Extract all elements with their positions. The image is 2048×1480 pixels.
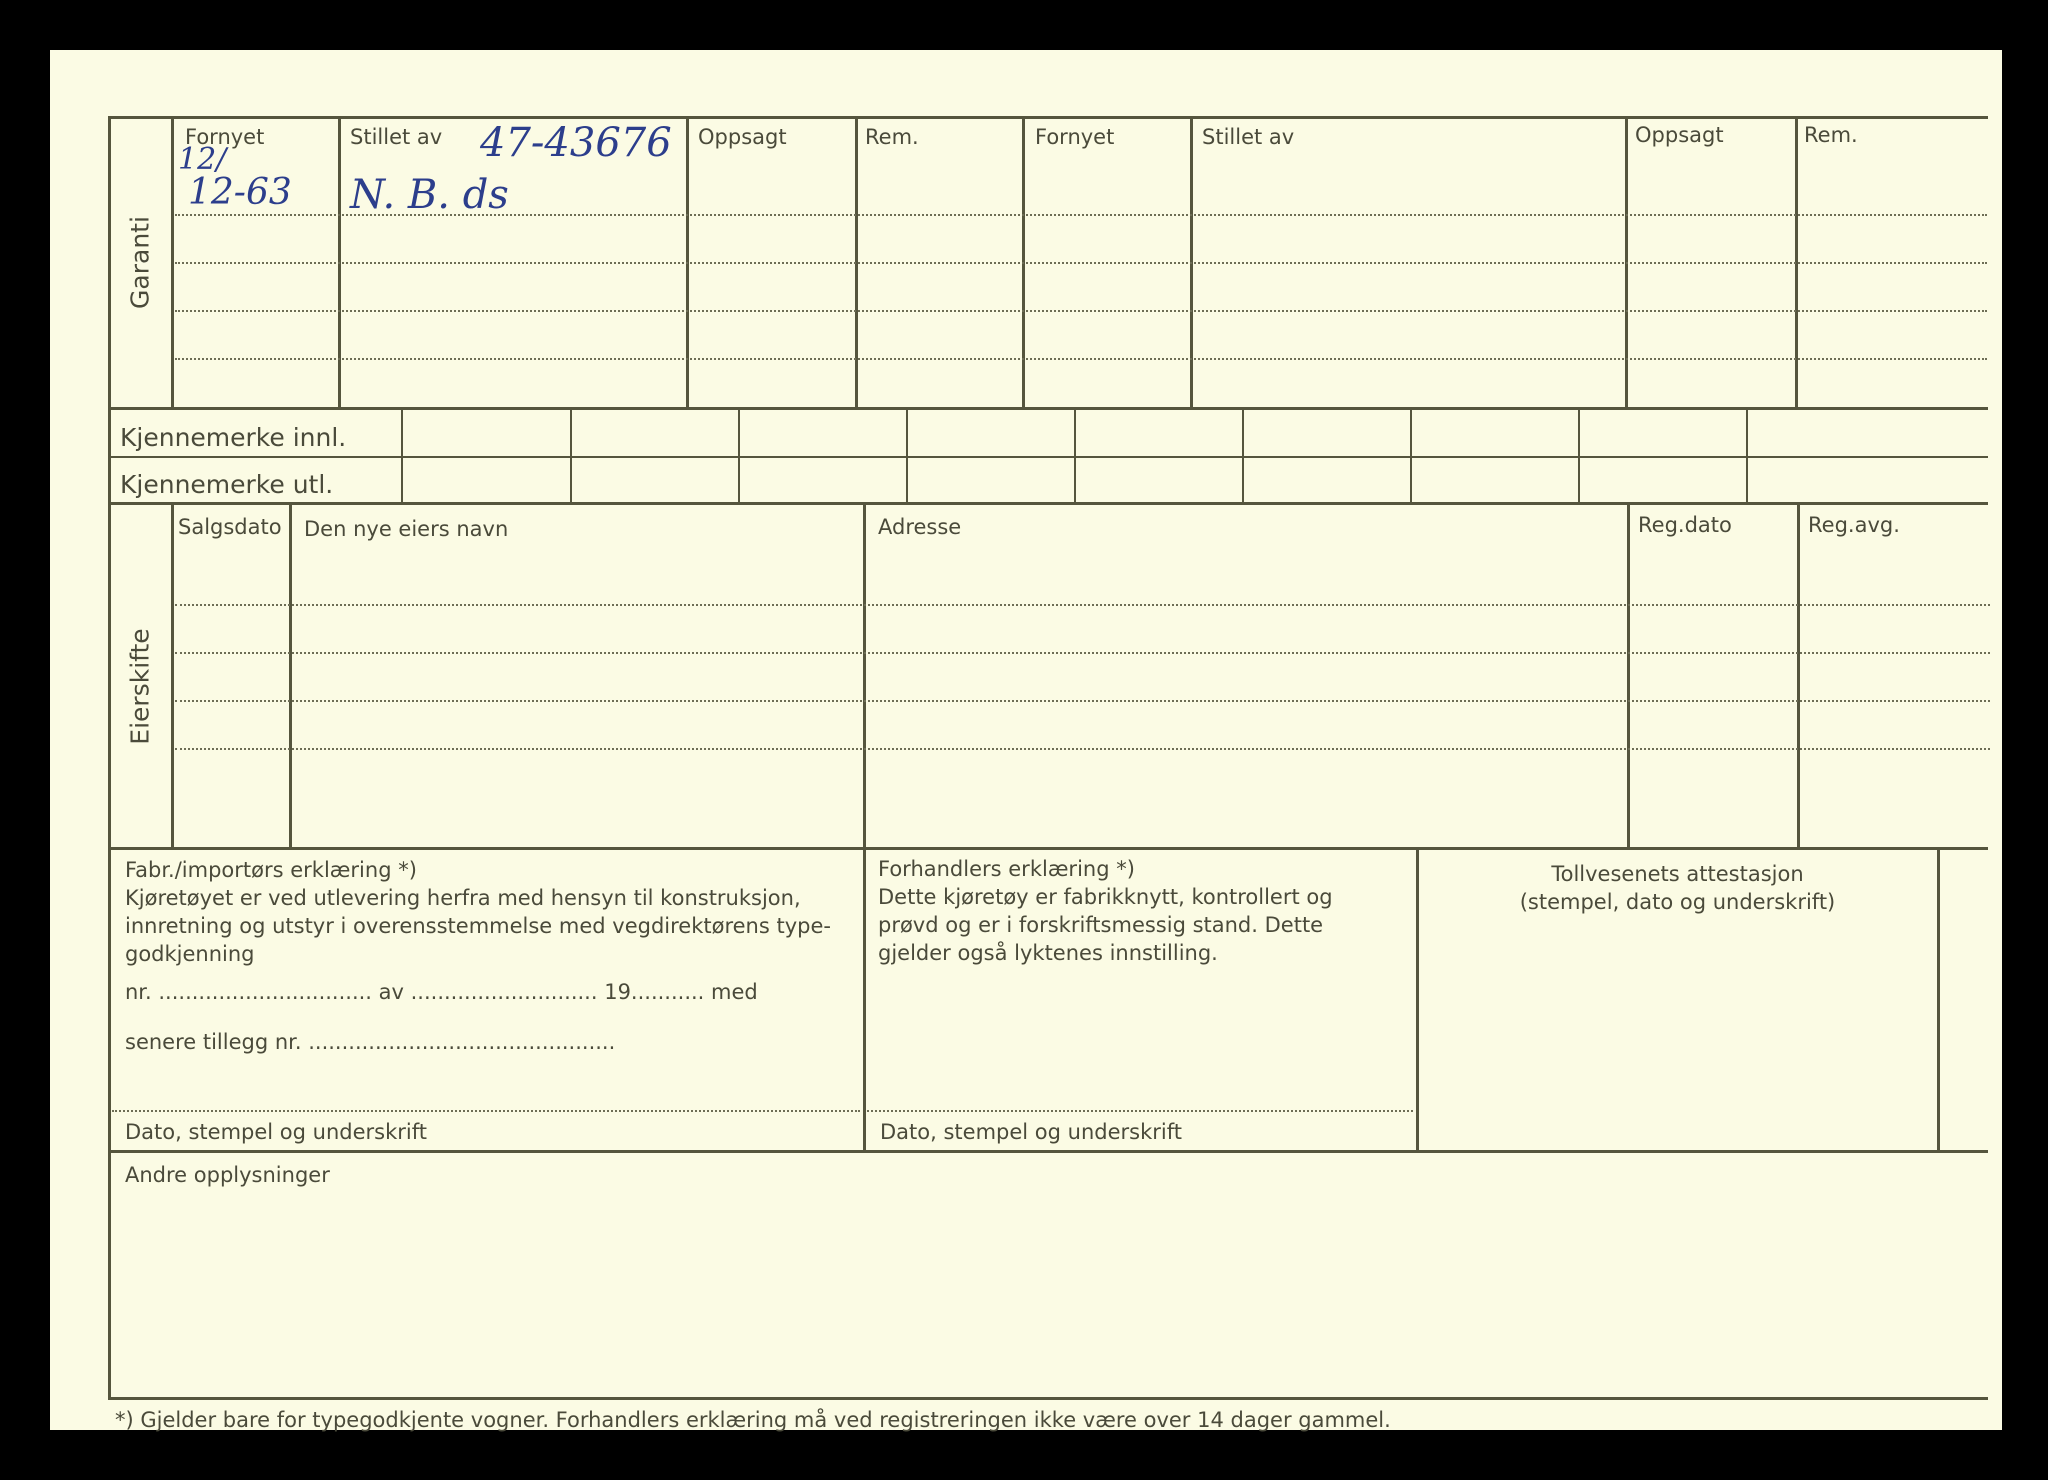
andre-bottom-line: [108, 1397, 1988, 1400]
handwritten-fornyet-date: 12-63: [188, 172, 292, 213]
toll-attestasjon: [1420, 860, 1935, 916]
lower-left-border: [108, 847, 111, 1400]
eierskifte-dotted-row: [175, 604, 1990, 606]
garanti-side-label: Garanti: [125, 216, 155, 309]
garanti-left-border: [108, 116, 111, 408]
kjennemerke-top-line: [108, 407, 1988, 410]
fabr-title: Fabr./importørs erklæring *): [125, 858, 417, 882]
erklaering-col-divider: [863, 850, 866, 1152]
fabr-nr-line: nr. ................................ av ............................ 19........... med: [125, 980, 758, 1004]
fabr-signature-line: [112, 1110, 860, 1112]
fabr-footer: Dato, stempel og underskrift: [125, 1120, 427, 1144]
garanti-top-line: [108, 116, 1988, 119]
fabr-line: godkjenning: [125, 942, 255, 966]
kjennemerke-cell-divider: [906, 410, 908, 502]
handwritten-signature: N. B. ds: [350, 172, 509, 218]
footnote: *) Gjelder bare for typegodkjente vogner. Forhandlers erklæring må ved registreringen ikke være over 14 dager gammel.: [115, 1408, 1391, 1432]
eierskifte-dotted-row: [175, 700, 1990, 702]
forhandler-erklaering: [878, 855, 1333, 967]
eierskifte-side-label: Eierskifte: [125, 628, 155, 745]
kjennemerke-bottom-line: [108, 502, 1988, 505]
eierskifte-col-divider: [863, 505, 866, 847]
eierskifte-dotted-row: [175, 652, 1990, 654]
erklaering-top-line: [108, 847, 1988, 850]
header-stillet-av: Stillet av: [1202, 125, 1295, 149]
header-fornyet: Fornyet: [185, 125, 265, 149]
kjennemerke-cell-divider: [1410, 410, 1412, 502]
kjennemerke-left-border: [108, 407, 111, 505]
kjennemerke-cell-divider: [1074, 410, 1076, 502]
handwritten-stillet-av-number: 47-43676: [480, 120, 672, 166]
eierskifte-col-divider: [171, 505, 174, 847]
kjennemerke-cell-divider: [738, 410, 740, 502]
header-salgsdato: Salgsdato: [178, 515, 282, 539]
header-reg-avg: Reg.avg.: [1808, 513, 1900, 537]
erklaering-col-divider: [1416, 850, 1419, 1152]
fabr-erklaering: [125, 856, 831, 968]
kjennemerke-utl-label: Kjennemerke utl.: [120, 470, 334, 499]
forhandler-line: gjelder også lyktenes innstilling.: [878, 941, 1218, 965]
erklaering-bottom-line: [108, 1150, 1988, 1153]
eierskifte-dotted-row: [175, 748, 1990, 750]
header-reg-dato: Reg.dato: [1638, 513, 1732, 537]
fabr-line: innretning og utstyr i overensstemmelse med vegdirektørens type-: [125, 914, 831, 938]
andre-opplysninger-label: Andre opplysninger: [125, 1163, 330, 1187]
garanti-dotted-row: [175, 214, 1987, 216]
eierskifte-col-divider: [1797, 505, 1800, 847]
header-rem: Rem.: [1804, 123, 1858, 147]
header-stillet-av: Stillet av: [350, 125, 443, 149]
fabr-line: Kjøretøyet er ved utlevering herfra med hensyn til konstruksjon,: [125, 886, 801, 910]
eierskifte-col-divider: [289, 505, 292, 847]
header-nye-eiers-navn: Den nye eiers navn: [304, 517, 509, 541]
kjennemerke-cell-divider: [1746, 410, 1748, 502]
eierskifte-col-divider: [1627, 505, 1630, 847]
header-oppsagt: Oppsagt: [698, 125, 787, 149]
garanti-dotted-row: [175, 358, 1987, 360]
kjennemerke-cell-divider: [1578, 410, 1580, 502]
eierskifte-left-border: [108, 502, 111, 850]
kjennemerke-mid-line: [108, 456, 1988, 458]
forhandler-line: prøvd og er i forskriftsmessig stand. Dette: [878, 913, 1324, 937]
fabr-tillegg-line: senere tillegg nr. ..............................................: [125, 1030, 616, 1054]
header-oppsagt: Oppsagt: [1635, 123, 1724, 147]
header-fornyet: Fornyet: [1035, 125, 1115, 149]
kjennemerke-cell-divider: [1242, 410, 1244, 502]
forhandler-footer: Dato, stempel og underskrift: [880, 1120, 1182, 1144]
garanti-dotted-row: [175, 262, 1987, 264]
forhandler-line: Dette kjøretøy er fabrikknytt, kontrollert og: [878, 885, 1333, 909]
registration-card: [50, 50, 2002, 1430]
toll-title: Tollvesenets attestasjon: [1551, 862, 1804, 886]
header-adresse: Adresse: [878, 515, 962, 539]
header-rem: Rem.: [865, 125, 919, 149]
kjennemerke-cell-divider: [401, 410, 403, 502]
kjennemerke-cell-divider: [570, 410, 572, 502]
erklaering-right-border: [1937, 847, 1940, 1152]
kjennemerke-innl-label: Kjennemerke innl.: [120, 423, 347, 452]
garanti-col-divider: [171, 116, 174, 408]
forhandler-title: Forhandlers erklæring *): [878, 857, 1135, 881]
forhandler-signature-line: [867, 1110, 1413, 1112]
toll-subtitle: (stempel, dato og underskrift): [1519, 890, 1836, 914]
handwritten-fornyet-day: 12/: [178, 142, 227, 177]
garanti-dotted-row: [175, 310, 1987, 312]
